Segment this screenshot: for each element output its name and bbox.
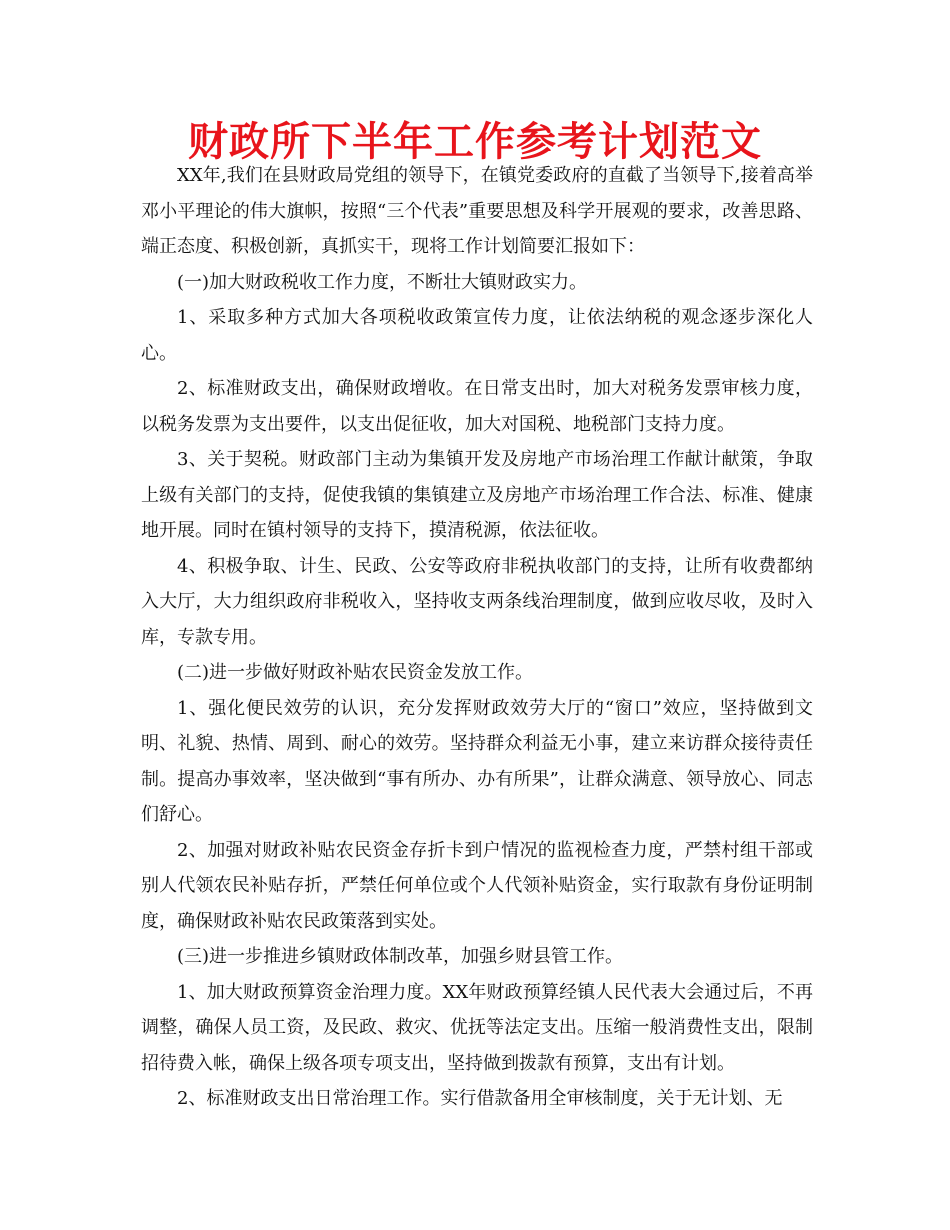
document-title: 财政所下半年工作参考计划范文 xyxy=(188,119,762,165)
section-heading-3: (三)进一步推进乡镇财政体制改革，加强乡财县管工作。 xyxy=(177,946,624,967)
paragraph: 2、标准财政支出，确保财政增收。在日常支出时，加大对税务发票审核力度，以税务发票为支出要件，以支出促征收，加大对国税、地税部门支持力度。 xyxy=(141,378,813,435)
paragraph: 2、加强对财政补贴农民资金存折卡到户情况的监视检查力度，严禁村组干部或别人代领农民补贴存折，严禁任何单位或个人代领补贴资金，实行取款有身份证明制度，确保财政补贴农民政策落到实处。 xyxy=(141,839,813,932)
section-heading-2: (二)进一步做好财政补贴农民资金发放工作。 xyxy=(177,662,534,683)
paragraph: 1、加大财政预算资金治理力度。XX年财政预算经镇人民代表大会通过后，不再调整，确保人员工资，及民政、救灾、优抚等法定支出。压缩一般消费性支出，限制招待费入帐，确保上级各项专项支出，坚持做到拨款有预算，支出有计划。 xyxy=(141,981,813,1074)
paragraph: 3、关于契税。财政部门主动为集镇开发及房地产市场治理工作献计献策，争取上级有关部门的支持，促使我镇的集镇建立及房地产市场治理工作合法、标准、健康地开展。同时在镇村领导的支持下，摸清税源，依法征收。 xyxy=(141,449,813,541)
document-body xyxy=(141,158,813,1117)
intro-paragraph: XX年,我们在县财政局党组的领导下，在镇党委政府的直截了当领导下,接着高举邓小平理论的伟大旗帜，按照“三个代表”重要思想及科学开展观的要求，改善思路、端正态度、积极创新，真抓实干，现将工作计划简要汇报如下： xyxy=(141,165,813,257)
paragraph: 1、采取多种方式加大各项税收政策宣传力度，让依法纳税的观念逐步深化人心。 xyxy=(141,307,813,364)
paragraph: 1、强化便民效劳的认识，充分发挥财政效劳大厅的“窗口”效应，坚持做到文明、礼貌、热情、周到、耐心的效劳。坚持群众利益无小事，建立来访群众接待责任制。提高办事效率，坚决做到“事有所办、办有所果”，让群众满意、领导放心、同志们舒心。 xyxy=(141,697,813,825)
paragraph: 2、标准财政支出日常治理工作。实行借款备用全审核制度，关于无计划、无 xyxy=(177,1088,783,1109)
section-heading-1: (一)加大财政税收工作力度，不断壮大镇财政实力。 xyxy=(177,271,588,293)
paragraph: 4、积极争取、计生、民政、公安等政府非税执收部门的支持，让所有收费都纳入大厅，大力组织政府非税收入，坚持收支两条线治理制度，做到应收尽收，及时入库，专款专用。 xyxy=(141,555,813,648)
